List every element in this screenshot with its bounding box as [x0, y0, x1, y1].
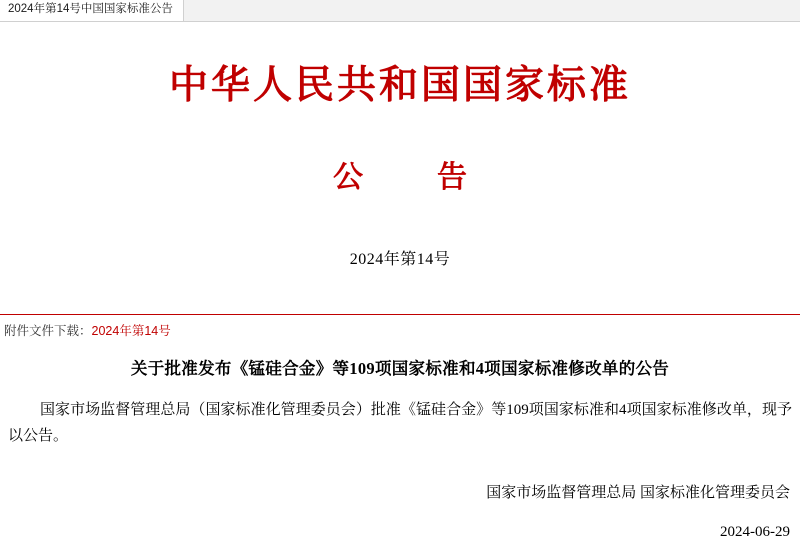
issuing-authority: 国家市场监督管理总局 国家标准化管理委员会 — [486, 485, 790, 501]
page-subtitle: 公 告 — [333, 161, 489, 194]
tab-bar-empty-area — [184, 0, 800, 21]
issue-date: 2024-06-29 — [720, 524, 790, 540]
attachment-download-link[interactable]: 2024年第14号 — [91, 324, 171, 338]
document-page — [0, 54, 800, 540]
page-title: 中华人民共和国国家标准 — [168, 64, 631, 107]
issue-number: 2024年第14号 — [349, 251, 451, 268]
attachment-row — [0, 315, 800, 339]
browser-tab-bar — [0, 0, 800, 22]
attachment-label: 附件文件下载： — [4, 324, 92, 338]
announcement-body: 国家市场监督管理总局（国家标准化管理委员会）批准《锰硅合金》等109项国家标准和4项国家标准修改单，现予以公告。 — [8, 402, 792, 444]
announcement-title: 关于批准发布《锰硅合金》等109项国家标准和4项国家标准修改单的公告 — [130, 359, 670, 378]
browser-tab[interactable]: 2024年第14号中国国家标准公告 — [0, 0, 184, 21]
